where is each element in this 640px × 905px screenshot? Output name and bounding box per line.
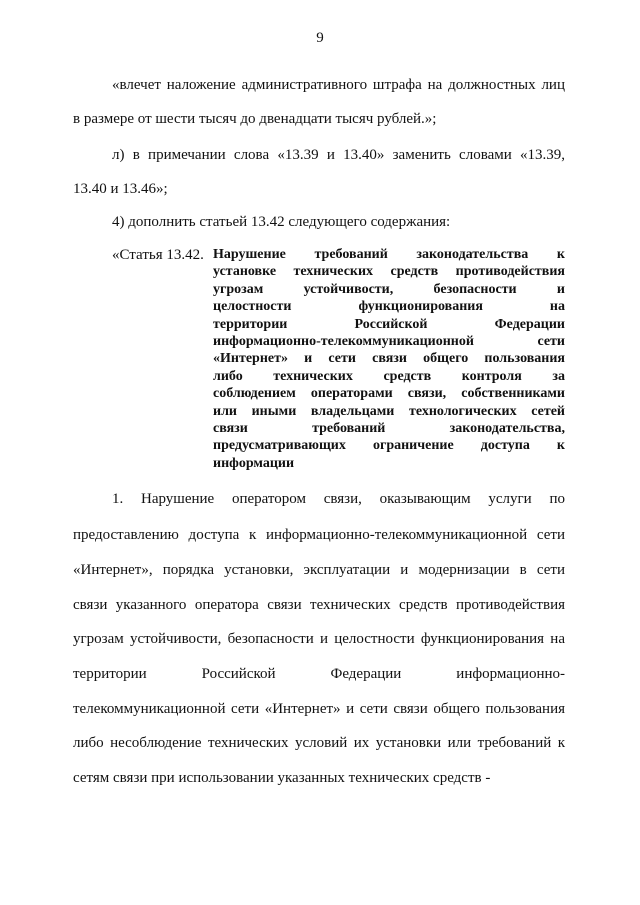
article-title-line: или иными владельцами технологических сетей	[213, 403, 565, 419]
paragraph-l-line-1: л) в примечании слова «13.39 и 13.40» заменить словами «13.39,	[112, 147, 565, 163]
article-title-line: информационно-телекоммуникационной сети	[213, 334, 565, 350]
paragraph-k-line-1: «влечет наложение административного штрафа на должностных лиц	[112, 77, 565, 93]
clause-1-line: предоставлению доступа к информационно-телекоммуникационной сети	[73, 527, 565, 543]
clause-1-line: либо несоблюдение технических условий их установки или требований к	[73, 735, 565, 751]
article-title-line: предусматривающих ограничение доступа к	[213, 438, 565, 454]
clause-1-line: связи указанного оператора связи технических средств противодействия	[73, 597, 565, 613]
clause-1-line: «Интернет», порядка установки, эксплуатации и модернизации в сети	[73, 562, 565, 578]
paragraph-l-line-2: 13.40 и 13.46»;	[73, 181, 168, 197]
clause-1-line: сетям связи при использовании указанных технических средств -	[73, 770, 491, 786]
paragraph-k-line-2: в размере от шести тысяч до двенадцати тысяч рублей.»;	[73, 111, 437, 127]
article-title-line: связи требований законодательства,	[213, 421, 565, 437]
paragraph-4-line-1: 4) дополнить статьей 13.42 следующего содержания:	[112, 214, 451, 230]
article-title	[213, 246, 565, 472]
article-title-line: «Интернет» и сети связи общего пользования	[213, 351, 565, 367]
article-title-line: установке технических средств противодействия	[213, 264, 565, 280]
clause-1-line: территории Российской Федерации информационно-	[73, 666, 565, 682]
article-title-line: Нарушение требований законодательства к	[213, 247, 565, 262]
article-title-line: информации	[213, 455, 295, 471]
article-label: «Статья 13.42.	[112, 247, 204, 263]
page-number: 9	[316, 30, 324, 46]
article-title-line: соблюдением операторами связи, собственниками	[213, 386, 565, 402]
clause-1-line: 1. Нарушение оператором связи, оказывающим услуги по	[112, 491, 565, 507]
article-title-line: территории Российской Федерации	[213, 316, 565, 332]
article-title-line: угрозам устойчивости, безопасности и	[213, 281, 565, 297]
clause-1-line: угрозам устойчивости, безопасности и целостности функционирования на	[73, 631, 565, 647]
clause-1-line: телекоммуникационной сети «Интернет» и сети связи общего пользования	[73, 701, 565, 717]
article-title-line: целостности функционирования на	[213, 299, 565, 315]
article-title-line: либо технических средств контроля за	[213, 368, 565, 384]
